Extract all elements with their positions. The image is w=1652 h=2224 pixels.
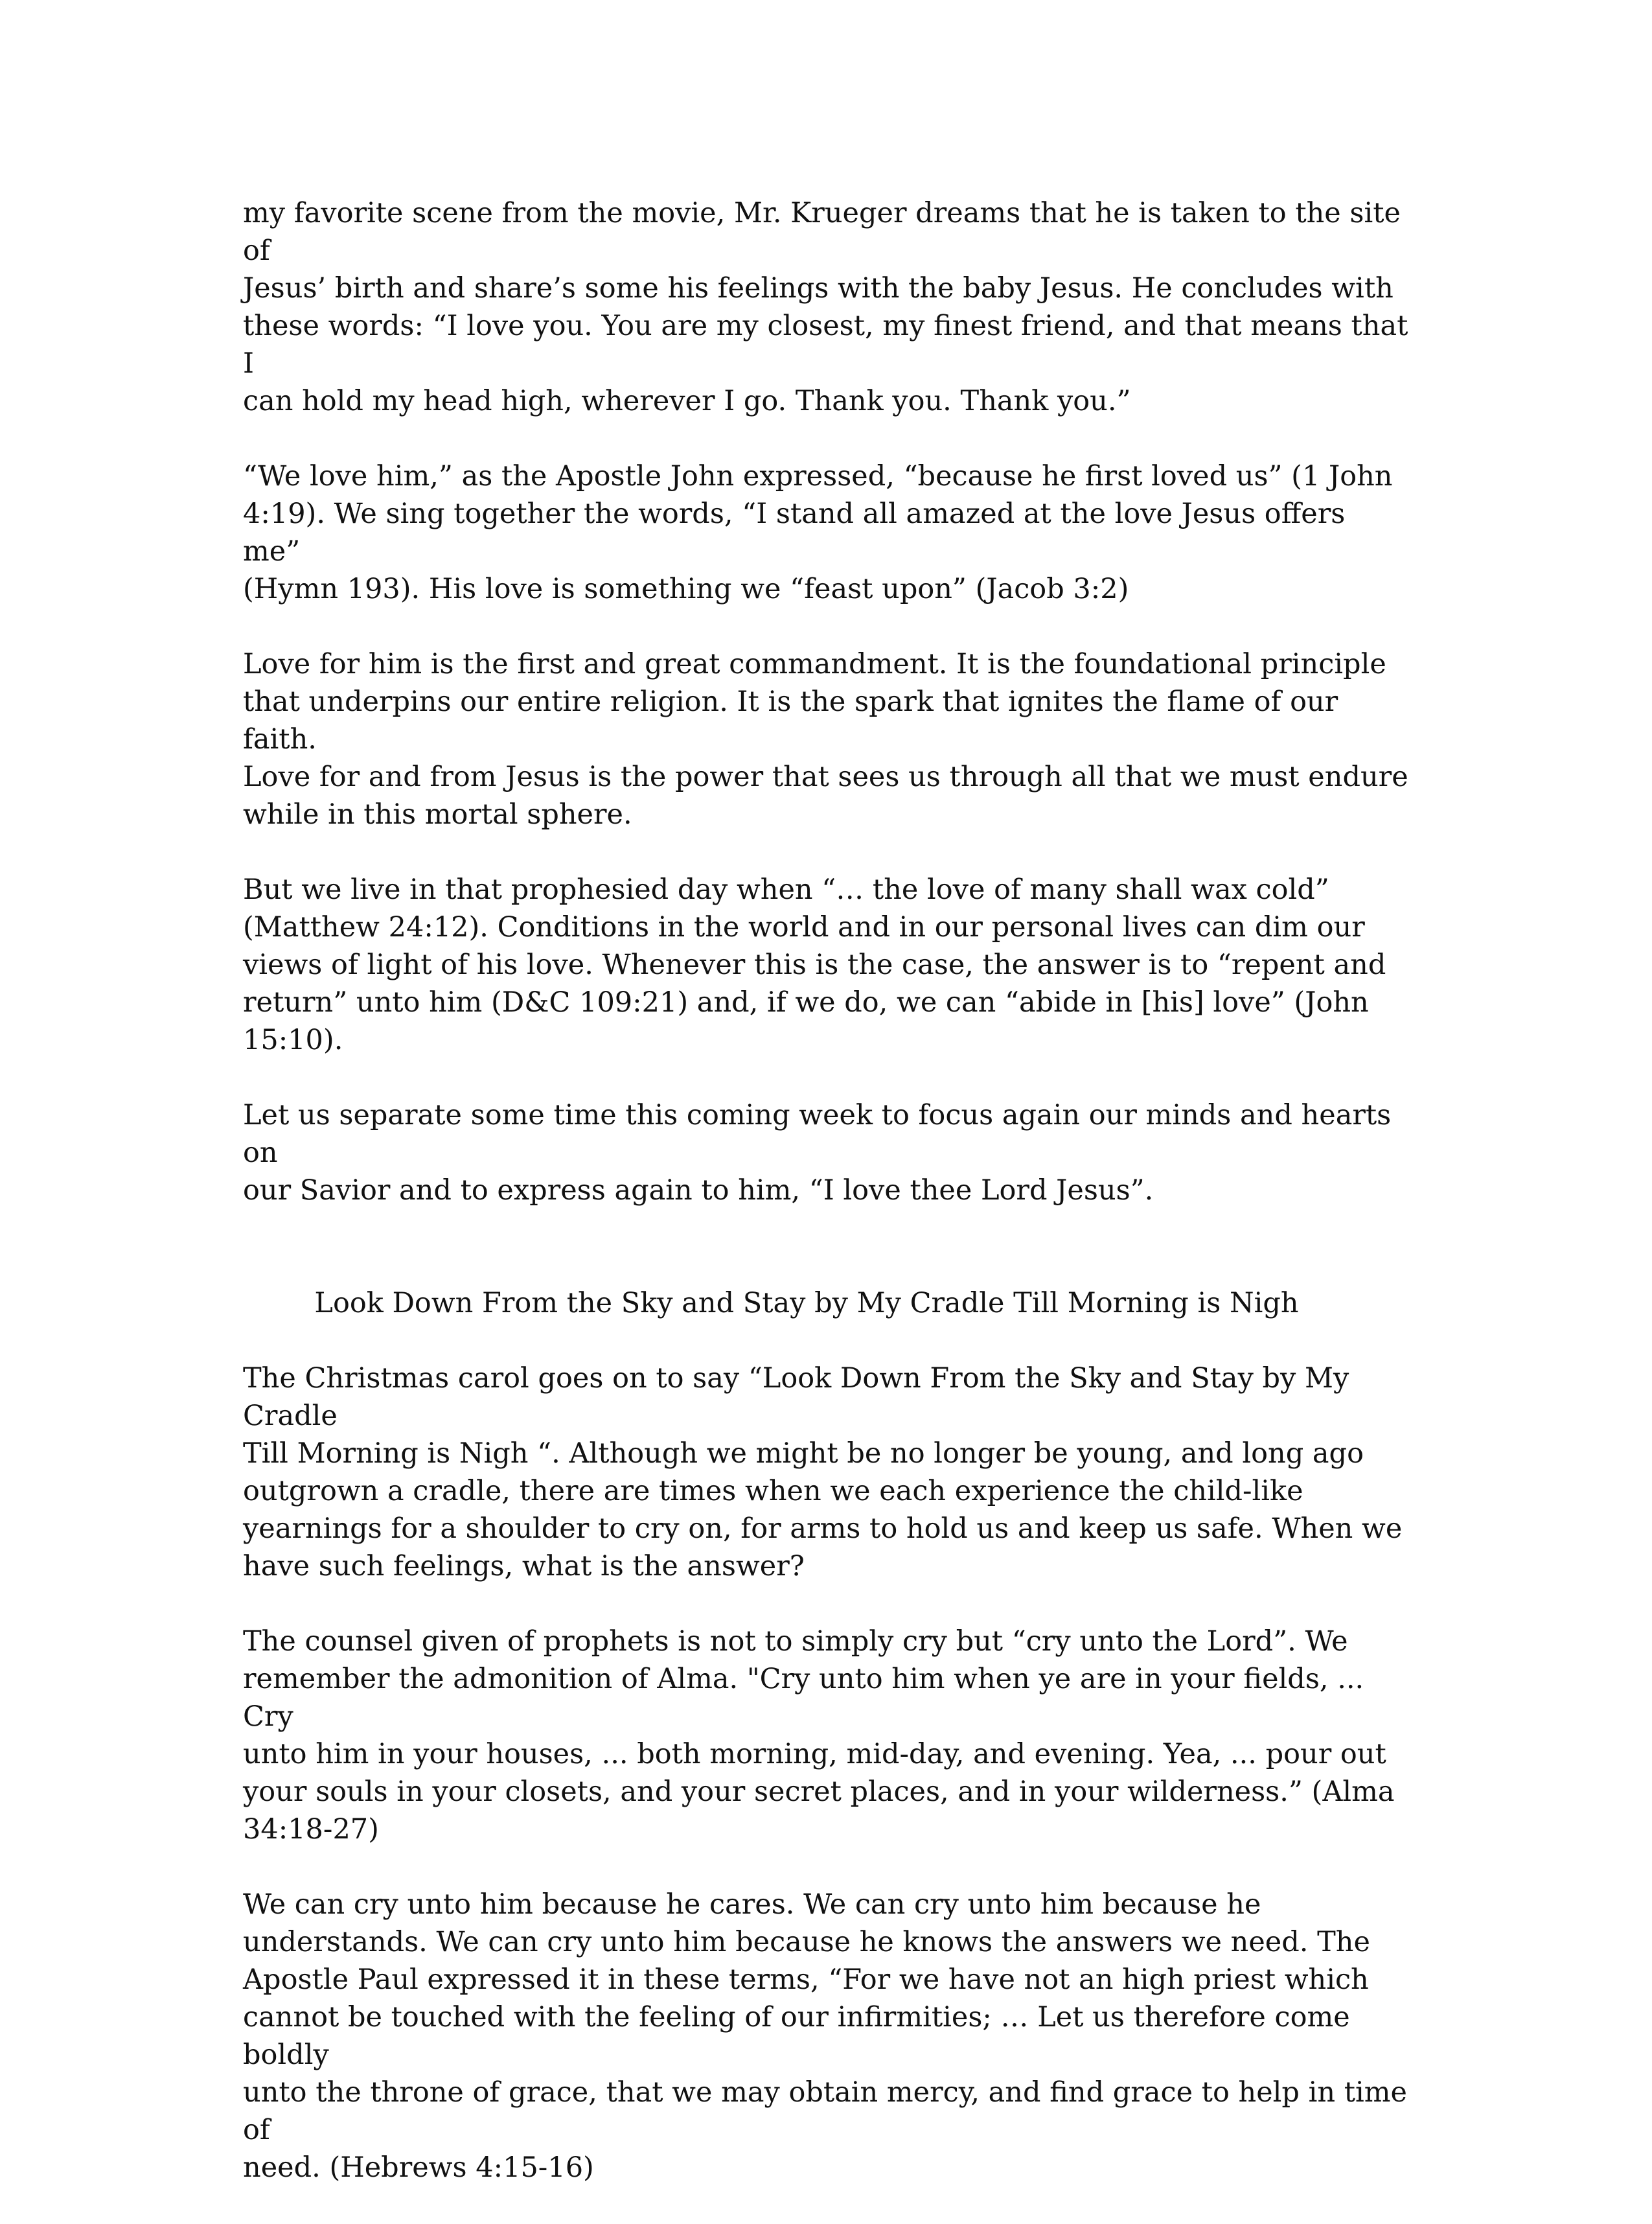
paragraph-love-wax-cold: But we live in that prophesied day when “… the love of many shall wax cold” (Matthew 24:12). Conditions in the world and in our personal lives can dim our views of light of his love. Whenever this is the case, the answer is to “repent and return” unto him (D&C 109:21) and, if we do, we can “abide in [his] love” (John 15:10). — [243, 874, 1386, 1056]
paragraph-separate-time: Let us separate some time this coming week to focus again our minds and hearts on our Savior and to express again to him, “I love thee Lord Jesus”. — [243, 1099, 1392, 1207]
paragraph-we-love-him: “We love him,” as the Apostle John expressed, “because he first loved us” (1 John 4:19). We sing together the words, “I stand all amazed at the love Jesus offers me” (Hymn 193). His love is something we “feast upon” (Jacob 3:2) — [243, 460, 1393, 605]
paragraph-first-commandment: Love for him is the first and great commandment. It is the foundational principle that underpins our entire religion. It is the spark that ignites the flame of our faith. Love for and from Jesus is the power that sees us through all that we must endure while in this mortal sphere. — [243, 648, 1408, 831]
paragraph-he-cares: We can cry unto him because he cares. We can cry unto him because he understands. We can cry unto him because he knows the answers we need. The Apostle Paul expressed it in these terms, “For we have not an high priest which cannot be touched with the feeling of our infirmities; … Let us therefore come boldly unto the throne of grace, that we may obtain mercy, and find grace to help in time of need. (Hebrews 4:15-16) — [243, 1888, 1407, 2184]
paragraph-krueger-scene: my favorite scene from the movie, Mr. Krueger dreams that he is taken to the site of Jesus’ birth and share’s some his feelings with the baby Jesus. He concludes with these words: “I love you. You are my closest, my finest friend, and that means that I can hold my head high, wherever I go. Thank you. Thank you.” — [243, 197, 1408, 417]
document-body — [243, 194, 1409, 2224]
paragraph-cry-unto-lord: The counsel given of prophets is not to simply cry but “cry unto the Lord”. We remember the admonition of Alma. "Cry unto him when ye are in your fields, ... Cry unto him in your houses, ... both morning, mid-day, and evening. Yea, ... pour out your souls in your closets, and your secret places, and in your wilderness.” (Alma 34:18-27) — [243, 1625, 1395, 1846]
paragraph-christmas-carol: The Christmas carol goes on to say “Look Down From the Sky and Stay by My Cradle Till Morning is Nigh “. Although we might be no longer be young, and long ago outgrown a cradle, there are times when we each experience the child-like yearnings for a shoulder to cry on, for arms to hold us and keep us safe. When we have such feelings, what is the answer? — [243, 1362, 1403, 1582]
section-heading: Look Down From the Sky and Stay by My Cradle Till Morning is Nigh — [314, 1287, 1299, 1319]
